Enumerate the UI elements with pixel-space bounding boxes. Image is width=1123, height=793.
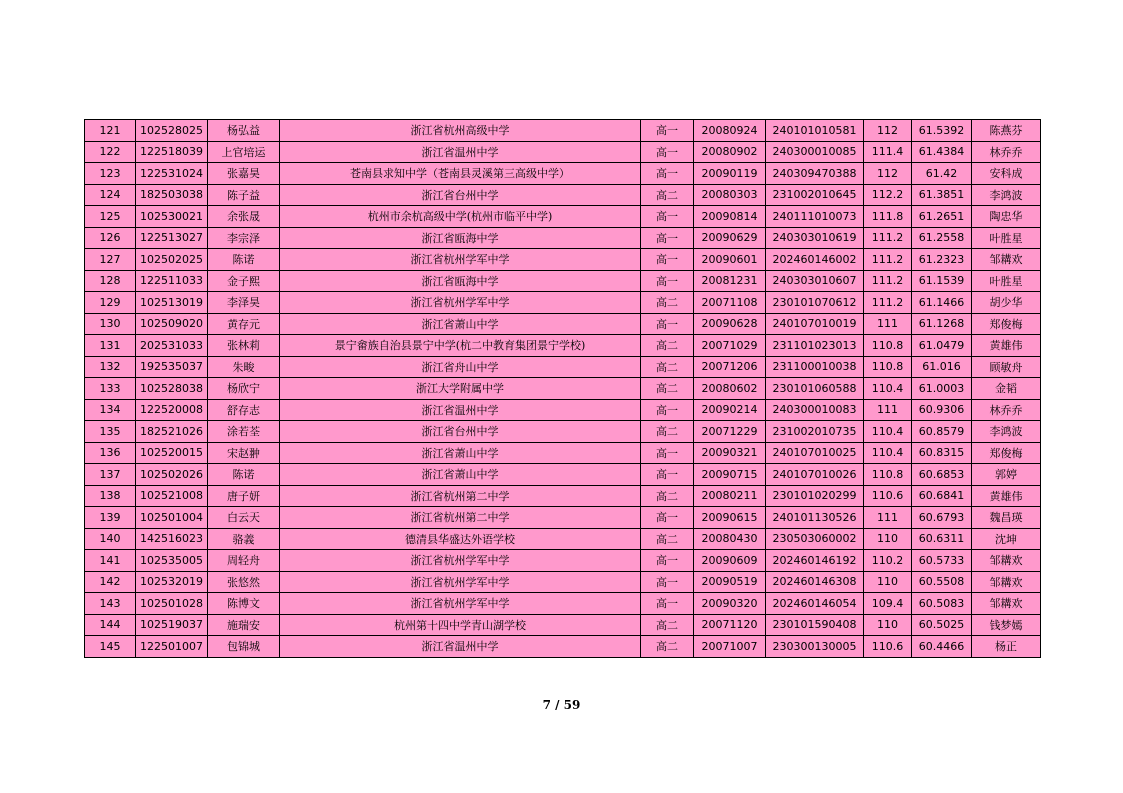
exam-number-cell: 231101023013 [766,335,864,357]
grade-cell: 高一 [641,442,694,464]
name-cell: 杨弘益 [208,120,280,142]
name-cell: 金子熙 [208,270,280,292]
grade-cell: 高一 [641,399,694,421]
exam-number-cell: 240111010073 [766,206,864,228]
id-cell: 102532019 [136,571,208,593]
id-cell: 102502026 [136,464,208,486]
grade-cell: 高二 [641,356,694,378]
total-score-cell: 60.4466 [912,636,972,658]
total-score-cell: 61.2558 [912,227,972,249]
score-cell: 110.8 [864,464,912,486]
rank-cell: 137 [85,464,136,486]
table-row [85,593,1041,615]
total-score-cell: 60.5733 [912,550,972,572]
id-cell: 122513027 [136,227,208,249]
table-row [85,571,1041,593]
table-row [85,184,1041,206]
name-cell: 陈子益 [208,184,280,206]
rank-cell: 143 [85,593,136,615]
id-cell: 122520008 [136,399,208,421]
name-cell: 杨欣宁 [208,378,280,400]
id-cell: 122501007 [136,636,208,658]
exam-number-cell: 230101070612 [766,292,864,314]
total-score-cell: 60.6793 [912,507,972,529]
id-cell: 202531033 [136,335,208,357]
exam-number-cell: 230101590408 [766,614,864,636]
name-cell: 陈博文 [208,593,280,615]
score-cell: 111 [864,399,912,421]
table-row [85,442,1041,464]
total-score-cell: 61.42 [912,163,972,185]
grade-cell: 高一 [641,227,694,249]
score-cell: 111.2 [864,270,912,292]
teacher-cell: 陶忠华 [972,206,1041,228]
teacher-cell: 邹耩欢 [972,249,1041,271]
id-cell: 182503038 [136,184,208,206]
school-cell: 浙江省杭州学军中学 [280,292,641,314]
name-cell: 周轻舟 [208,550,280,572]
id-cell: 142516023 [136,528,208,550]
school-cell: 浙江省台州中学 [280,421,641,443]
exam-number-cell: 231002010645 [766,184,864,206]
rank-cell: 135 [85,421,136,443]
grade-cell: 高一 [641,249,694,271]
rank-cell: 122 [85,141,136,163]
name-cell: 朱畯 [208,356,280,378]
birthdate-cell: 20090119 [694,163,766,185]
school-cell: 浙江省瓯海中学 [280,270,641,292]
score-cell: 110 [864,528,912,550]
rank-cell: 123 [85,163,136,185]
results-table [84,119,1041,658]
school-cell: 杭州市余杭高级中学(杭州市临平中学) [280,206,641,228]
birthdate-cell: 20071229 [694,421,766,443]
score-cell: 111.2 [864,249,912,271]
total-score-cell: 60.6311 [912,528,972,550]
birthdate-cell: 20080303 [694,184,766,206]
teacher-cell: 黄雄伟 [972,485,1041,507]
table-row [85,163,1041,185]
name-cell: 黄存元 [208,313,280,335]
grade-cell: 高二 [641,421,694,443]
school-cell: 德清县华盛达外语学校 [280,528,641,550]
school-cell: 杭州第十四中学青山湖学校 [280,614,641,636]
exam-number-cell: 231002010735 [766,421,864,443]
total-score-cell: 61.2651 [912,206,972,228]
table-row [85,249,1041,271]
id-cell: 182521026 [136,421,208,443]
score-cell: 110 [864,614,912,636]
exam-number-cell: 202460146054 [766,593,864,615]
rank-cell: 145 [85,636,136,658]
table-row [85,528,1041,550]
table-row [85,378,1041,400]
grade-cell: 高一 [641,270,694,292]
rank-cell: 141 [85,550,136,572]
table-row [85,206,1041,228]
birthdate-cell: 20090629 [694,227,766,249]
school-cell: 浙江省杭州学军中学 [280,550,641,572]
rank-cell: 126 [85,227,136,249]
teacher-cell: 叶胜星 [972,270,1041,292]
id-cell: 192535037 [136,356,208,378]
birthdate-cell: 20080924 [694,120,766,142]
birthdate-cell: 20071206 [694,356,766,378]
teacher-cell: 黄雄伟 [972,335,1041,357]
id-cell: 122518039 [136,141,208,163]
school-cell: 浙江省台州中学 [280,184,641,206]
name-cell: 李泽昊 [208,292,280,314]
exam-number-cell: 202460146192 [766,550,864,572]
score-cell: 112 [864,163,912,185]
rank-cell: 128 [85,270,136,292]
name-cell: 张林莉 [208,335,280,357]
school-cell: 浙江省舟山中学 [280,356,641,378]
school-cell: 浙江省温州中学 [280,636,641,658]
total-score-cell: 60.5083 [912,593,972,615]
id-cell: 102528025 [136,120,208,142]
birthdate-cell: 20080902 [694,141,766,163]
score-cell: 110.8 [864,335,912,357]
birthdate-cell: 20090321 [694,442,766,464]
score-cell: 110.2 [864,550,912,572]
birthdate-cell: 20071120 [694,614,766,636]
grade-cell: 高二 [641,378,694,400]
grade-cell: 高一 [641,141,694,163]
name-cell: 包锦城 [208,636,280,658]
exam-number-cell: 230300130005 [766,636,864,658]
table-row [85,485,1041,507]
total-score-cell: 61.5392 [912,120,972,142]
grade-cell: 高二 [641,335,694,357]
rank-cell: 144 [85,614,136,636]
table-row [85,356,1041,378]
id-cell: 102530021 [136,206,208,228]
teacher-cell: 金韬 [972,378,1041,400]
name-cell: 唐子妍 [208,485,280,507]
score-cell: 111.2 [864,292,912,314]
id-cell: 102501004 [136,507,208,529]
birthdate-cell: 20090519 [694,571,766,593]
exam-number-cell: 240101010581 [766,120,864,142]
teacher-cell: 郑俊梅 [972,442,1041,464]
birthdate-cell: 20090609 [694,550,766,572]
id-cell: 102535005 [136,550,208,572]
rank-cell: 124 [85,184,136,206]
rank-cell: 139 [85,507,136,529]
school-cell: 苍南县求知中学（苍南县灵溪第三高级中学） [280,163,641,185]
grade-cell: 高二 [641,614,694,636]
total-score-cell: 61.4384 [912,141,972,163]
table-row [85,313,1041,335]
teacher-cell: 陈燕芬 [972,120,1041,142]
school-cell: 浙江大学附属中学 [280,378,641,400]
teacher-cell: 邹耩欢 [972,550,1041,572]
table-row [85,507,1041,529]
id-cell: 102519037 [136,614,208,636]
rank-cell: 142 [85,571,136,593]
name-cell: 李宗泽 [208,227,280,249]
grade-cell: 高一 [641,593,694,615]
exam-number-cell: 230503060002 [766,528,864,550]
rank-cell: 125 [85,206,136,228]
exam-number-cell: 240300010085 [766,141,864,163]
exam-number-cell: 240303010619 [766,227,864,249]
grade-cell: 高二 [641,636,694,658]
teacher-cell: 杨正 [972,636,1041,658]
id-cell: 102509020 [136,313,208,335]
rank-cell: 136 [85,442,136,464]
total-score-cell: 60.6853 [912,464,972,486]
teacher-cell: 沈坤 [972,528,1041,550]
grade-cell: 高二 [641,485,694,507]
id-cell: 102528038 [136,378,208,400]
id-cell: 102501028 [136,593,208,615]
score-cell: 111 [864,313,912,335]
score-cell: 110.4 [864,421,912,443]
total-score-cell: 61.016 [912,356,972,378]
rank-cell: 131 [85,335,136,357]
school-cell: 浙江省杭州学军中学 [280,249,641,271]
rank-cell: 127 [85,249,136,271]
rank-cell: 133 [85,378,136,400]
exam-number-cell: 240107010026 [766,464,864,486]
teacher-cell: 叶胜星 [972,227,1041,249]
total-score-cell: 61.1466 [912,292,972,314]
teacher-cell: 郑俊梅 [972,313,1041,335]
total-score-cell: 61.0003 [912,378,972,400]
total-score-cell: 60.5025 [912,614,972,636]
teacher-cell: 李鸿波 [972,184,1041,206]
name-cell: 骆義 [208,528,280,550]
table-row [85,292,1041,314]
birthdate-cell: 20090628 [694,313,766,335]
school-cell: 浙江省杭州学军中学 [280,593,641,615]
score-cell: 110 [864,571,912,593]
teacher-cell: 邹耩欢 [972,571,1041,593]
rank-cell: 132 [85,356,136,378]
teacher-cell: 钱梦嫣 [972,614,1041,636]
id-cell: 102502025 [136,249,208,271]
school-cell: 浙江省杭州第二中学 [280,507,641,529]
grade-cell: 高一 [641,313,694,335]
score-cell: 111 [864,507,912,529]
table-row [85,141,1041,163]
table-row [85,421,1041,443]
exam-number-cell: 240303010607 [766,270,864,292]
birthdate-cell: 20080430 [694,528,766,550]
score-cell: 112 [864,120,912,142]
school-cell: 浙江省萧山中学 [280,464,641,486]
total-score-cell: 61.1268 [912,313,972,335]
score-cell: 110.8 [864,356,912,378]
name-cell: 涂若荃 [208,421,280,443]
exam-number-cell: 240309470388 [766,163,864,185]
score-cell: 112.2 [864,184,912,206]
grade-cell: 高二 [641,184,694,206]
grade-cell: 高一 [641,206,694,228]
teacher-cell: 林乔乔 [972,141,1041,163]
birthdate-cell: 20090320 [694,593,766,615]
birthdate-cell: 20090601 [694,249,766,271]
rank-cell: 140 [85,528,136,550]
birthdate-cell: 20090214 [694,399,766,421]
school-cell: 浙江省温州中学 [280,399,641,421]
birthdate-cell: 20090615 [694,507,766,529]
page-number: 7 / 59 [542,698,581,712]
grade-cell: 高一 [641,464,694,486]
rank-cell: 134 [85,399,136,421]
name-cell: 舒存志 [208,399,280,421]
grade-cell: 高二 [641,292,694,314]
exam-number-cell: 240107010025 [766,442,864,464]
grade-cell: 高一 [641,120,694,142]
score-cell: 111.8 [864,206,912,228]
table-row [85,270,1041,292]
rank-cell: 130 [85,313,136,335]
exam-number-cell: 240300010083 [766,399,864,421]
table-row [85,614,1041,636]
name-cell: 张嘉昊 [208,163,280,185]
name-cell: 施瑞安 [208,614,280,636]
birthdate-cell: 20080211 [694,485,766,507]
teacher-cell: 林乔乔 [972,399,1041,421]
exam-number-cell: 231100010038 [766,356,864,378]
name-cell: 白云天 [208,507,280,529]
school-cell: 浙江省萧山中学 [280,442,641,464]
table-row [85,399,1041,421]
exam-number-cell: 240107010019 [766,313,864,335]
grade-cell: 高二 [641,528,694,550]
grade-cell: 高一 [641,163,694,185]
school-cell: 浙江省温州中学 [280,141,641,163]
grade-cell: 高一 [641,571,694,593]
teacher-cell: 李鸿波 [972,421,1041,443]
teacher-cell: 顾敏舟 [972,356,1041,378]
teacher-cell: 邹耩欢 [972,593,1041,615]
rank-cell: 138 [85,485,136,507]
birthdate-cell: 20080602 [694,378,766,400]
teacher-cell: 安科成 [972,163,1041,185]
birthdate-cell: 20071007 [694,636,766,658]
total-score-cell: 61.0479 [912,335,972,357]
school-cell: 浙江省萧山中学 [280,313,641,335]
rank-cell: 129 [85,292,136,314]
name-cell: 上官培运 [208,141,280,163]
name-cell: 陈诺 [208,464,280,486]
birthdate-cell: 20071108 [694,292,766,314]
exam-number-cell: 202460146308 [766,571,864,593]
total-score-cell: 60.8315 [912,442,972,464]
grade-cell: 高一 [641,550,694,572]
birthdate-cell: 20081231 [694,270,766,292]
teacher-cell: 胡少华 [972,292,1041,314]
score-cell: 111.4 [864,141,912,163]
teacher-cell: 魏昌瑛 [972,507,1041,529]
score-cell: 110.4 [864,442,912,464]
exam-number-cell: 240101130526 [766,507,864,529]
exam-number-cell: 230101060588 [766,378,864,400]
score-cell: 111.2 [864,227,912,249]
id-cell: 122511033 [136,270,208,292]
total-score-cell: 61.2323 [912,249,972,271]
score-cell: 110.6 [864,485,912,507]
school-cell: 浙江省杭州高级中学 [280,120,641,142]
id-cell: 102513019 [136,292,208,314]
id-cell: 102520015 [136,442,208,464]
school-cell: 浙江省杭州第二中学 [280,485,641,507]
table-row [85,335,1041,357]
table-row [85,550,1041,572]
exam-number-cell: 230101020299 [766,485,864,507]
birthdate-cell: 20090814 [694,206,766,228]
grade-cell: 高一 [641,507,694,529]
id-cell: 102521008 [136,485,208,507]
table-row [85,636,1041,658]
name-cell: 陈诺 [208,249,280,271]
total-score-cell: 61.3851 [912,184,972,206]
total-score-cell: 60.5508 [912,571,972,593]
table-row [85,464,1041,486]
total-score-cell: 60.9306 [912,399,972,421]
name-cell: 宋赵翀 [208,442,280,464]
score-cell: 109.4 [864,593,912,615]
total-score-cell: 61.1539 [912,270,972,292]
school-cell: 浙江省杭州学军中学 [280,571,641,593]
name-cell: 张悠然 [208,571,280,593]
total-score-cell: 60.8579 [912,421,972,443]
school-cell: 浙江省瓯海中学 [280,227,641,249]
score-cell: 110.6 [864,636,912,658]
teacher-cell: 郭婷 [972,464,1041,486]
school-cell: 景宁畲族自治县景宁中学(杭二中教育集团景宁学校) [280,335,641,357]
rank-cell: 121 [85,120,136,142]
exam-number-cell: 202460146002 [766,249,864,271]
id-cell: 122531024 [136,163,208,185]
birthdate-cell: 20090715 [694,464,766,486]
table-row [85,120,1041,142]
birthdate-cell: 20071029 [694,335,766,357]
score-cell: 110.4 [864,378,912,400]
name-cell: 余张晟 [208,206,280,228]
total-score-cell: 60.6841 [912,485,972,507]
table-row [85,227,1041,249]
